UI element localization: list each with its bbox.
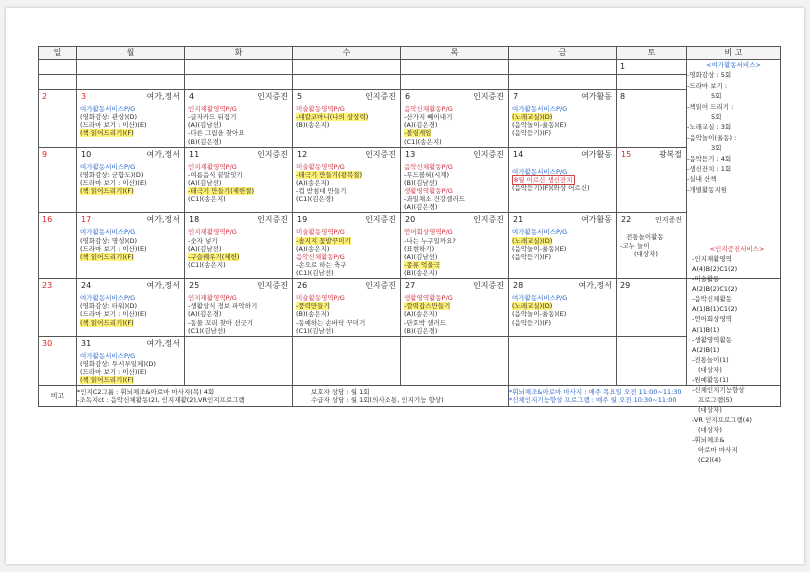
program-line: (음악듣기)(F)(와상 어르신) (512, 183, 590, 192)
sidebar-line: A(1)B(1) (692, 325, 720, 334)
day-number: 14 (513, 149, 524, 159)
program-line: (B)(김은경) (404, 326, 438, 335)
sidebar-line: -영화감상 : 5회 (687, 71, 732, 80)
program-line: -컵 받침대 만들기 (296, 187, 347, 195)
day-30: 30 (42, 338, 53, 348)
header-sun: 일 (39, 47, 77, 60)
day-tag: 인지증진 (365, 215, 396, 225)
cell-day-25 (185, 279, 293, 337)
cell-day-26 (293, 279, 401, 337)
week1-row (39, 90, 781, 148)
program-title: 미술활동영역P/G (296, 105, 345, 113)
sidebar-line: -인지재활영역 (692, 255, 733, 264)
program-line: -손으로 하는 축구 (296, 260, 347, 269)
cell-day-6 (401, 90, 509, 148)
program-line: (A)(송은지) (296, 244, 330, 253)
day-number: 20 (405, 215, 416, 225)
program-line: -솔지지 꽃밭꾸미기 (296, 236, 351, 245)
day-tag: 인지증진 (473, 215, 504, 225)
sidebar-line: (C2)(4) (698, 456, 721, 465)
note-line: *휘뇌체조&아로마 마사지 : 매주 목요일 오전 11:00~11:30 (509, 388, 682, 397)
note-line: *인지C2그룹 : 휘뇌체조&아로마 마사지(목) 4회 (77, 388, 215, 397)
cell-day-11 (185, 147, 293, 213)
program-line: (음악놀이-율동)(E) (512, 244, 567, 253)
header-row (39, 47, 781, 60)
cell-day-27 (401, 279, 509, 337)
day-1: 1 (620, 62, 626, 71)
program-line: -무드볼혀(시계) (404, 170, 450, 179)
day-tag: 인지증진 (654, 216, 682, 224)
program-line: (표현하기) (404, 244, 435, 253)
program-title: 생활영역활동P/G (404, 294, 453, 303)
program-line: -대칼코마니(나의 상상력) (296, 113, 369, 122)
program-line: (드라마 보기 : 이산)(E) (80, 178, 147, 187)
program-title: 여가활동서비스P/G (80, 294, 136, 303)
program-line: -산가지 빼어내기 (404, 113, 453, 122)
program-title: 여가활동서비스P/G (80, 351, 136, 360)
cell-day-17 (77, 213, 185, 279)
day-number: 15 (621, 149, 632, 159)
monthly-schedule-table (38, 46, 781, 407)
program-line: (영화감상: 관상)(D) (80, 113, 138, 122)
program-line: (C1)(김남선) (296, 326, 334, 335)
day-number: 10 (81, 149, 92, 159)
day-tag: 여가,정서 (146, 149, 180, 159)
sidebar-line: 3회 (711, 144, 722, 153)
day-tag: 여가활동 (581, 92, 612, 101)
day-number: 19 (297, 215, 308, 225)
program-line: (C1)(송은지) (188, 195, 226, 204)
sidebar-line: -원예활동(1) (692, 375, 729, 384)
cell-day-20 (401, 213, 509, 279)
sidebar-line: -음악듣기 : 4회 (687, 154, 732, 163)
day-tag: 여가,정서 (146, 92, 180, 101)
day-tag: 인지증진 (473, 281, 504, 291)
day-29: 29 (620, 281, 631, 291)
header-thu: 목 (401, 47, 509, 60)
sidebar-title-cognitive: <인지증진서비스> (709, 245, 765, 253)
sidebar-line: -미술활동 (692, 275, 720, 284)
cell-day-15 (617, 147, 687, 213)
program-line: (노래교실)(D) (512, 302, 553, 311)
cell-day-3 (77, 90, 185, 148)
program-title: 여가활동서비스P/G (512, 167, 568, 176)
notes-col-1 (77, 386, 293, 407)
program-title: 음악신체활동P/G (404, 105, 453, 113)
program-line: (C1)(송은지) (404, 137, 442, 146)
program-line: -종류 억울극 (404, 260, 440, 269)
program-line: (드라마 보기 : 이산)(E) (80, 368, 147, 376)
sidebar-line: A(1)B(1)C1(2) (692, 305, 738, 314)
program-line: (A)(김은경) (404, 203, 438, 212)
note-line: 수급자 상담 : 월 1회(의사소통, 인지기능 향상) (311, 396, 444, 405)
notes-row (39, 386, 781, 407)
sidebar-line: -음악놀이(율동) : (687, 133, 737, 142)
program-line: -숫자 넣기 (188, 236, 218, 245)
note-line: -조독지ct : 음악신체활동(2), 인지재활(2),VR인지프로그램 (77, 396, 245, 405)
day-tag: 여가,정서 (578, 281, 612, 291)
program-line: (책 읽어드리기)(F) (80, 187, 134, 195)
program-line: -단호박 샐러드 (404, 318, 447, 327)
day-tag: 인지증진 (365, 281, 396, 291)
program-line: (대상자) (634, 249, 658, 258)
sidebar-line: 아로마 마사지 (698, 446, 738, 455)
program-line: (책 읽어드리기)(F) (80, 252, 134, 261)
sidebar-line: 5회 (711, 112, 722, 121)
program-title: 여가활동서비스P/G (512, 294, 568, 303)
sidebar-line: -VR 인지프로그램(4) (692, 416, 752, 425)
program-line: (A)(김남선) (404, 252, 438, 261)
program-line: (영화감상: 투시부일체)(D) (80, 359, 156, 368)
sidebar-line: -신체인지기능향상 (692, 385, 745, 394)
cell-day-10 (77, 147, 185, 213)
program-line: (A)(김은경) (404, 121, 438, 130)
cell-day-4 (185, 90, 293, 148)
cell-day-12 (293, 147, 401, 213)
week2-row (39, 147, 781, 213)
program-line: -고누 놀이 (620, 241, 650, 250)
cell-day-21 (509, 213, 617, 279)
program-title: 음악신체활동P/G (404, 162, 453, 171)
program-line: (B)(김은경) (188, 137, 222, 146)
program-line: -태극기 만들기(광복절) (296, 170, 362, 179)
program-title: 인지재활영역P/G (188, 105, 237, 113)
program-line: (B)(김남선) (404, 178, 438, 187)
cell-day-7 (509, 90, 617, 148)
day-number: 3 (81, 92, 87, 101)
sidebar-title-leisure: <여가활동서비스> (706, 61, 761, 69)
program-line: -다른 그림을 찾아요 (188, 129, 245, 138)
program-line: (음악듣기)(F) (512, 318, 551, 327)
day-number: 7 (513, 92, 519, 101)
day-tag: 여가활동 (581, 149, 612, 159)
header-tue: 화 (185, 47, 293, 60)
program-line: -글자카드 뒤집기 (188, 113, 237, 122)
program-title: 음악신체활동P/G (296, 252, 345, 261)
sidebar-line: -언어회상영역 (692, 315, 733, 324)
program-line: (A)(김남선) (188, 178, 222, 187)
program-line: (A)(송은지) (296, 178, 330, 187)
notes-col-2 (293, 386, 509, 407)
sidebar-line: -실내 산책 (687, 175, 717, 184)
program-line: -여름음식 끝말잇기 (188, 170, 243, 179)
cell-day-31 (77, 336, 185, 386)
day-tag: 여가,정서 (146, 281, 180, 291)
day-number: 28 (513, 281, 524, 291)
day-tag: 인지증진 (257, 92, 288, 101)
sidebar-cognitive-list (692, 244, 782, 465)
program-line: (책 읽어드리기)(F) (80, 318, 134, 327)
program-line: (C1)(김은경) (296, 195, 334, 204)
cell-day-19 (293, 213, 401, 279)
program-title: 미술활동영역P/G (296, 162, 345, 171)
program-line: -볼링게임 (404, 129, 432, 138)
cell-day-18 (185, 213, 293, 279)
program-title: 인지재활영역P/G (188, 228, 237, 237)
program-line: -나는 누구일까요? (404, 236, 456, 245)
program-line: (A)(김남선) (188, 244, 222, 253)
day-2: 2 (42, 92, 48, 101)
day-tag: 여가활동 (581, 215, 612, 225)
week5-row (39, 336, 781, 386)
sidebar-line: -생신잔치 : 1회 (687, 164, 732, 173)
program-line: (C1)(김남선) (188, 326, 226, 335)
sidebar-line: -휘뇌체조& (692, 436, 725, 445)
program-title: 여가활동서비스P/G (512, 105, 568, 113)
sidebar-line: -책읽어 드리기 : (687, 102, 734, 111)
sidebar-line: (대상자) (698, 426, 722, 435)
program-title: 언어회상영역P/G (404, 228, 453, 237)
program-line: 8월 어르신 생신잔치 (514, 175, 573, 184)
day-8: 8 (620, 92, 626, 101)
day-number: 5 (297, 92, 303, 101)
program-line: -풍력만들기 (296, 302, 330, 311)
sidebar-line: -음악신체활동 (692, 295, 733, 304)
program-line: (드라마 보기 : 이산)(E) (80, 310, 147, 319)
day-9: 9 (42, 149, 48, 159)
day-tag: 인지증진 (257, 281, 288, 291)
day-number: 21 (513, 215, 524, 225)
header-notes: 비 고 (687, 47, 781, 60)
program-line: (영화감상: 군함도)(D) (80, 170, 144, 179)
program-line: -생활상식 정보 파악하기 (188, 302, 258, 311)
cell-day-13 (401, 147, 509, 213)
day-number: 31 (81, 338, 92, 348)
cell-day-24 (77, 279, 185, 337)
day-number: 24 (81, 281, 92, 291)
cell-day-22 (617, 213, 687, 279)
program-line: (음악듣기)(F) (512, 129, 551, 138)
program-line: (B)(송은지) (296, 310, 330, 319)
week3-row (39, 213, 781, 279)
program-title: 여가활동서비스P/G (80, 105, 136, 113)
cell-day-5 (293, 90, 401, 148)
day-number: 6 (405, 92, 411, 101)
sidebar-line: -생활영역활동 (692, 335, 733, 344)
program-line: -동물 꼬리 찾아 선긋기 (188, 318, 254, 327)
week4-row (39, 279, 781, 337)
header-fri: 금 (509, 47, 617, 60)
sidebar-line: -드라마 보기 : (687, 81, 728, 90)
program-line: (음악놀이-율동)(E) (512, 121, 567, 130)
program-line: -구슬꿰우기(제헌) (188, 252, 240, 261)
day-tag: 여가,정서 (146, 215, 180, 225)
day-number: 11 (189, 149, 200, 159)
sidebar-line: 프로그램(5) (698, 395, 733, 404)
program-line: 전통놀이활동 (626, 233, 664, 242)
program-line: (노래교실)(D) (512, 236, 553, 245)
note-line: *신체인지기능향상 프로그램 : 매주 월 오전 10:30~11:00 (509, 396, 677, 405)
program-line: (음악놀이-율동)(E) (512, 310, 567, 319)
day-number: 17 (81, 215, 92, 225)
day-number: 25 (189, 281, 200, 291)
program-title: 인지재활영역P/G (188, 162, 237, 171)
sidebar-line: -개별활동지원 (687, 185, 728, 194)
program-title: 여가활동서비스P/G (80, 228, 136, 237)
program-line: -과일채소 건강샐러드 (404, 195, 465, 204)
program-line: (C1)(김남선) (296, 269, 334, 277)
program-title: 생활영역활동P/G (404, 187, 453, 195)
program-line: (음악듣기)(F) (512, 252, 551, 261)
program-line: -태극기 만들기(제헌절) (188, 187, 254, 195)
day-number: 27 (405, 281, 416, 291)
sidebar-line: A(2)B(2)C1(2) (692, 285, 738, 294)
calendar-sheet (6, 8, 804, 564)
program-title: 여가활동서비스P/G (80, 162, 136, 171)
day-tag: 인지증진 (257, 215, 288, 225)
day-tag: 인지증진 (473, 92, 504, 101)
program-line: (드라마 보기 : 이산)(E) (80, 244, 147, 253)
day-23: 23 (42, 281, 53, 291)
header-sat: 토 (617, 47, 687, 60)
sidebar-line: 5회 (711, 92, 722, 101)
program-title: 미술활동영역P/G (296, 294, 345, 303)
program-line: (A)(김남선) (188, 121, 222, 130)
program-line: (영화감상: 타워)(D) (80, 302, 138, 311)
day-tag: 광복절 (658, 149, 682, 159)
day-tag: 인지증진 (257, 149, 288, 159)
day-number: 12 (297, 149, 308, 159)
week0-row (39, 60, 781, 75)
day-number: 13 (405, 149, 416, 159)
day-number: 18 (189, 215, 200, 225)
program-line: (책 읽어드리기)(F) (80, 376, 134, 385)
day-number: 26 (297, 281, 308, 291)
sidebar-line: A(4)B(2)C1(2) (692, 265, 738, 274)
day-tag: 인지증진 (365, 149, 396, 159)
header-mon: 월 (77, 47, 185, 60)
program-line: -깔떡잡스만들기 (404, 302, 451, 311)
program-line: (영화감상: 명성)(D) (80, 236, 138, 245)
program-title: 여가활동서비스P/G (512, 228, 568, 237)
program-title: 미술활동영역P/G (296, 228, 345, 237)
day-number: 22 (621, 215, 632, 225)
sidebar-line: -전통놀이(1) (692, 355, 729, 364)
day-number: 4 (189, 92, 195, 101)
program-line: (B)(송은지) (296, 121, 330, 130)
program-line: (B)(송은지) (404, 269, 438, 277)
week0-row2 (39, 75, 781, 90)
program-line: (A)(김은경) (188, 310, 222, 319)
sidebar-line: (대상자) (698, 365, 722, 374)
day-16: 16 (42, 215, 53, 225)
sidebar-line: A(2)B(1) (692, 345, 720, 354)
program-line: (책 읽어드리기)(F) (80, 129, 134, 138)
program-line: (A)(송은지) (404, 310, 438, 319)
cell-day-14 (509, 147, 617, 213)
program-line: (드라마 보기 : 이산)(E) (80, 121, 147, 130)
sidebar-line: -노래교실 : 3회 (687, 123, 732, 132)
day-tag: 여가,정서 (146, 338, 180, 348)
program-line: (C1)(송은지) (188, 260, 226, 269)
header-wed: 수 (293, 47, 401, 60)
day-tag: 인지증진 (473, 149, 504, 159)
cell-day-28 (509, 279, 617, 337)
program-line: -동예하는 손바닥 꾸미기 (296, 318, 366, 327)
program-title: 인지재활영역P/G (188, 294, 237, 303)
day-tag: 인지증진 (365, 92, 396, 101)
notes-label: 비고 (39, 386, 77, 407)
note-line: 보호자 상담 : 월 1회 (311, 388, 370, 397)
program-line: (노래교실)(D) (512, 113, 553, 122)
sidebar-line: (대상자) (698, 406, 722, 414)
